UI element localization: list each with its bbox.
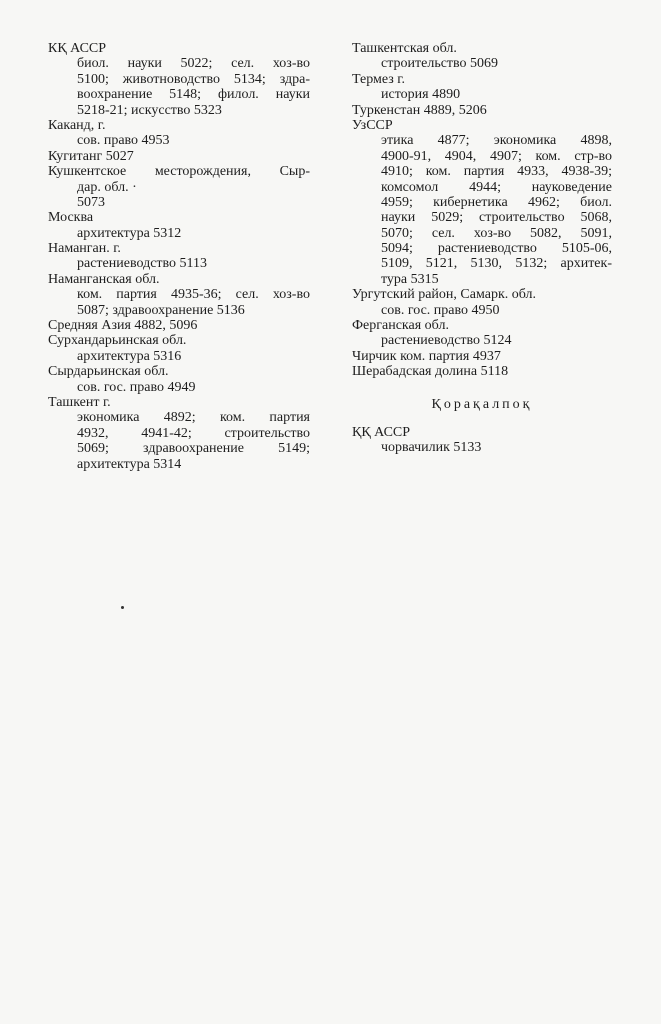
index-entry	[48, 149, 310, 164]
entry-subline: чорвачилик 5133	[381, 440, 482, 456]
index-entry	[352, 72, 612, 103]
index-entry	[352, 287, 612, 318]
entry-heading: КҚ АССР	[48, 41, 107, 56]
index-entry	[48, 395, 310, 472]
entry-heading: ҚҚ АССР	[352, 424, 411, 440]
entry-heading: Кугитанг 5027	[48, 148, 134, 164]
index-entry	[48, 333, 310, 364]
index-entry	[48, 364, 310, 395]
entry-subline: 4959; кибернетика 4962; биол.	[381, 194, 612, 210]
entry-heading: Наманганская обл.	[48, 271, 160, 287]
entry-subline: архитектура 5312	[77, 225, 182, 241]
index-entry	[48, 318, 310, 333]
entry-subline: комсомол 4944; науковедение	[381, 179, 612, 195]
section-heading: Қорақалпоқ	[431, 396, 533, 412]
entry-subline: архитектура 5316	[77, 348, 182, 364]
entry-subline: растениеводство 5124	[381, 333, 512, 349]
entry-subline: тура 5315	[381, 271, 439, 287]
entry-heading: Наманган. г.	[48, 241, 121, 257]
index-entry	[352, 425, 612, 456]
entry-subline: 5073	[77, 194, 105, 210]
entry-heading: Ургутский район, Самарк. обл.	[352, 287, 537, 303]
entry-subline: биол. науки 5022; сел. хоз-во	[77, 56, 310, 72]
entry-subline: ком. партия 4935-36; сел. хоз-во	[77, 287, 310, 303]
entry-heading: Ферганская обл.	[352, 318, 449, 334]
index-entry	[48, 41, 310, 118]
entry-heading: Шерабадская долина 5118	[352, 364, 509, 380]
entry-subline: архитектура 5314	[77, 456, 182, 472]
entry-subline: 5109, 5121, 5130, 5132; архитек-	[381, 256, 612, 272]
entry-subline: 5100; животноводство 5134; здра-	[77, 71, 310, 87]
entry-heading: Кушкентское месторождения, Сыр-	[48, 164, 310, 180]
section-entries	[352, 425, 612, 456]
entry-subline: экономика 4892; ком. партия	[77, 410, 310, 426]
entry-subline: 5070; сел. хоз-во 5082, 5091,	[381, 225, 612, 241]
index-column-right	[352, 41, 612, 456]
entry-heading: Чирчик ком. партия 4937	[352, 348, 501, 364]
index-entries	[352, 41, 612, 380]
entry-subline: 5094; растениеводство 5105-06,	[381, 241, 612, 257]
index-entry	[352, 103, 612, 118]
entry-subline: воохранение 5148; филол. науки	[77, 87, 310, 103]
entry-subline: история 4890	[381, 87, 461, 103]
index-entry	[48, 241, 310, 272]
index-entry	[48, 210, 310, 241]
entry-heading: Термез г.	[352, 71, 405, 87]
index-entry	[352, 318, 612, 349]
entry-subline: дар. обл. ·	[77, 179, 137, 195]
index-entry	[48, 118, 310, 149]
entry-heading: Средняя Азия 4882, 5096	[48, 318, 198, 334]
entry-subline: 5087; здравоохранение 5136	[77, 302, 245, 318]
entry-heading: Ташкент г.	[48, 394, 111, 410]
entry-subline: 5218-21; искусство 5323	[77, 102, 222, 118]
index-entry	[352, 364, 612, 379]
entry-heading: Москва	[48, 210, 94, 226]
index-column-left	[48, 41, 310, 472]
entry-subline: 4900-91, 4904, 4907; ком. стр-во	[381, 148, 612, 164]
entry-heading: Сырдарьинская обл.	[48, 364, 169, 380]
index-entry	[48, 272, 310, 318]
index-entry	[352, 41, 612, 72]
entry-heading: УзССР	[352, 117, 393, 133]
entry-subline: растениеводство 5113	[77, 256, 208, 272]
entry-subline: сов. право 4953	[77, 133, 170, 149]
entry-subline: строительство 5069	[381, 56, 499, 72]
entry-subline: 4932, 4941-42; строительство	[77, 425, 310, 441]
entry-heading: Туркенстан 4889, 5206	[352, 102, 487, 118]
index-entry	[352, 118, 612, 287]
index-entry	[352, 349, 612, 364]
entry-subline: 5069; здравоохранение 5149;	[77, 441, 310, 457]
entry-heading: Сурхандарьинская обл.	[48, 333, 187, 349]
entry-subline: 4910; ком. партия 4933, 4938-39;	[381, 164, 612, 180]
print-speck	[121, 606, 124, 609]
entry-subline: этика 4877; экономика 4898,	[381, 133, 612, 149]
entry-subline: сов. гос. право 4950	[381, 302, 500, 318]
entry-subline: науки 5029; строительство 5068,	[381, 210, 612, 226]
entry-subline: сов. гос. право 4949	[77, 379, 196, 395]
entry-heading: Ташкентская обл.	[352, 41, 457, 56]
index-entry	[48, 164, 310, 210]
entry-heading: Каканд, г.	[48, 117, 106, 133]
